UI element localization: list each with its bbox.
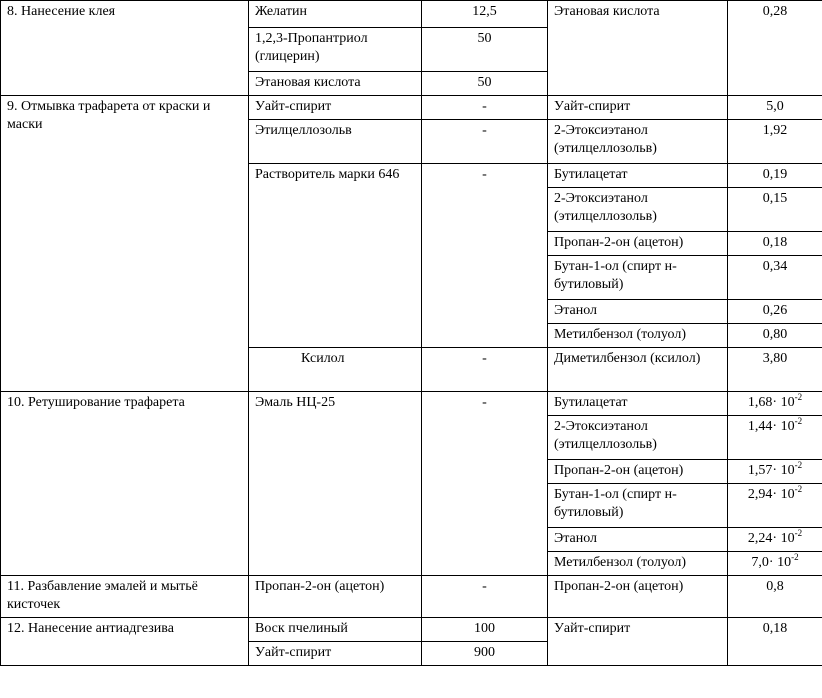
table-row xyxy=(1,576,822,618)
material-name: Пропан-2-он (ацетон) xyxy=(249,576,422,618)
substance-name: Этанол xyxy=(548,528,728,552)
substance-name: Бутилацетат xyxy=(548,392,728,416)
table-row xyxy=(1,392,822,416)
material-amount: - xyxy=(422,164,548,348)
material-name: Этановая кислота xyxy=(249,72,422,96)
substance-value: 0,18 xyxy=(728,618,822,666)
table-row xyxy=(1,618,822,642)
substance-value: 0,18 xyxy=(728,232,822,256)
substance-name: Этанол xyxy=(548,300,728,324)
substance-value: 0,15 xyxy=(728,188,822,232)
material-name: Эмаль НЦ-25 xyxy=(249,392,422,576)
material-name: Этилцеллозольв xyxy=(249,120,422,164)
operation-cell: 11. Разбавление эмалей и мытьё кисточек xyxy=(1,576,249,618)
substance-name: Бутан-1-ол (спирт н-бутиловый) xyxy=(548,484,728,528)
material-name: Уайт-спирит xyxy=(249,96,422,120)
material-amount: 100 xyxy=(422,618,548,642)
material-amount: 50 xyxy=(422,28,548,72)
substance-name: Бутан-1-ол (спирт н-бутиловый) xyxy=(548,256,728,300)
substance-name: 2-Этоксиэтанол (этилцеллозольв) xyxy=(548,120,728,164)
material-name: Желатин xyxy=(249,1,422,28)
material-amount: - xyxy=(422,576,548,618)
substance-value: $2,94\cdot 10^{-2}$ xyxy=(728,484,822,528)
material-amount: 12,5 xyxy=(422,1,548,28)
substance-name: Метилбензол (толуол) xyxy=(548,324,728,348)
substance-name: 2-Этоксиэтанол (этилцеллозольв) xyxy=(548,416,728,460)
operation-cell: 12. Нанесение антиадгезива xyxy=(1,618,249,666)
material-amount: 50 xyxy=(422,72,548,96)
material-amount: 900 xyxy=(422,642,548,666)
table-row xyxy=(1,1,822,28)
substance-value: $7,0\cdot 10^{-2}$ xyxy=(728,552,822,576)
substance-name: Метилбензол (толуол) xyxy=(548,552,728,576)
substance-value: 3,80 xyxy=(728,348,822,392)
operation-cell: 10. Ретуширование трафарета xyxy=(1,392,249,576)
material-amount: - xyxy=(422,392,548,576)
substance-value: 5,0 xyxy=(728,96,822,120)
substance-value: 0,8 xyxy=(728,576,822,618)
table-row xyxy=(1,96,822,120)
substance-name: Этановая кислота xyxy=(548,1,728,96)
substance-value: 0,80 xyxy=(728,324,822,348)
substance-name: Пропан-2-он (ацетон) xyxy=(548,232,728,256)
substance-value: 1,92 xyxy=(728,120,822,164)
substance-name: Уайт-спирит xyxy=(548,96,728,120)
substance-value: 0,34 xyxy=(728,256,822,300)
material-name: Воск пчелиный xyxy=(249,618,422,642)
substance-value: 0,28 xyxy=(728,1,822,96)
substance-value: $2,24\cdot 10^{-2}$ xyxy=(728,528,822,552)
operation-cell: 9. Отмывка трафарета от краски и маски xyxy=(1,96,249,392)
substance-name: Диметилбензол (ксилол) xyxy=(548,348,728,392)
substance-value: 0,26 xyxy=(728,300,822,324)
substance-name: Пропан-2-он (ацетон) xyxy=(548,576,728,618)
substance-name: Бутилацетат xyxy=(548,164,728,188)
operation-cell: 8. Нанесение клея xyxy=(1,1,249,96)
substance-name: Уайт-спирит xyxy=(548,618,728,666)
substance-value: $1,44\cdot 10^{-2}$ xyxy=(728,416,822,460)
substance-value: 0,19 xyxy=(728,164,822,188)
material-name: Уайт-спирит xyxy=(249,642,422,666)
material-name: Ксилол xyxy=(249,348,422,392)
substance-name: 2-Этоксиэтанол (этилцеллозольв) xyxy=(548,188,728,232)
substance-value: $1,68\cdot 10^{-2}$ xyxy=(728,392,822,416)
material-amount: - xyxy=(422,348,548,392)
material-amount: - xyxy=(422,96,548,120)
substance-value: $1,57\cdot 10^{-2}$ xyxy=(728,460,822,484)
material-name: Растворитель марки 646 xyxy=(249,164,422,348)
material-amount: - xyxy=(422,120,548,164)
substance-name: Пропан-2-он (ацетон) xyxy=(548,460,728,484)
material-name: 1,2,3-Пропантриол (глицерин) xyxy=(249,28,422,72)
